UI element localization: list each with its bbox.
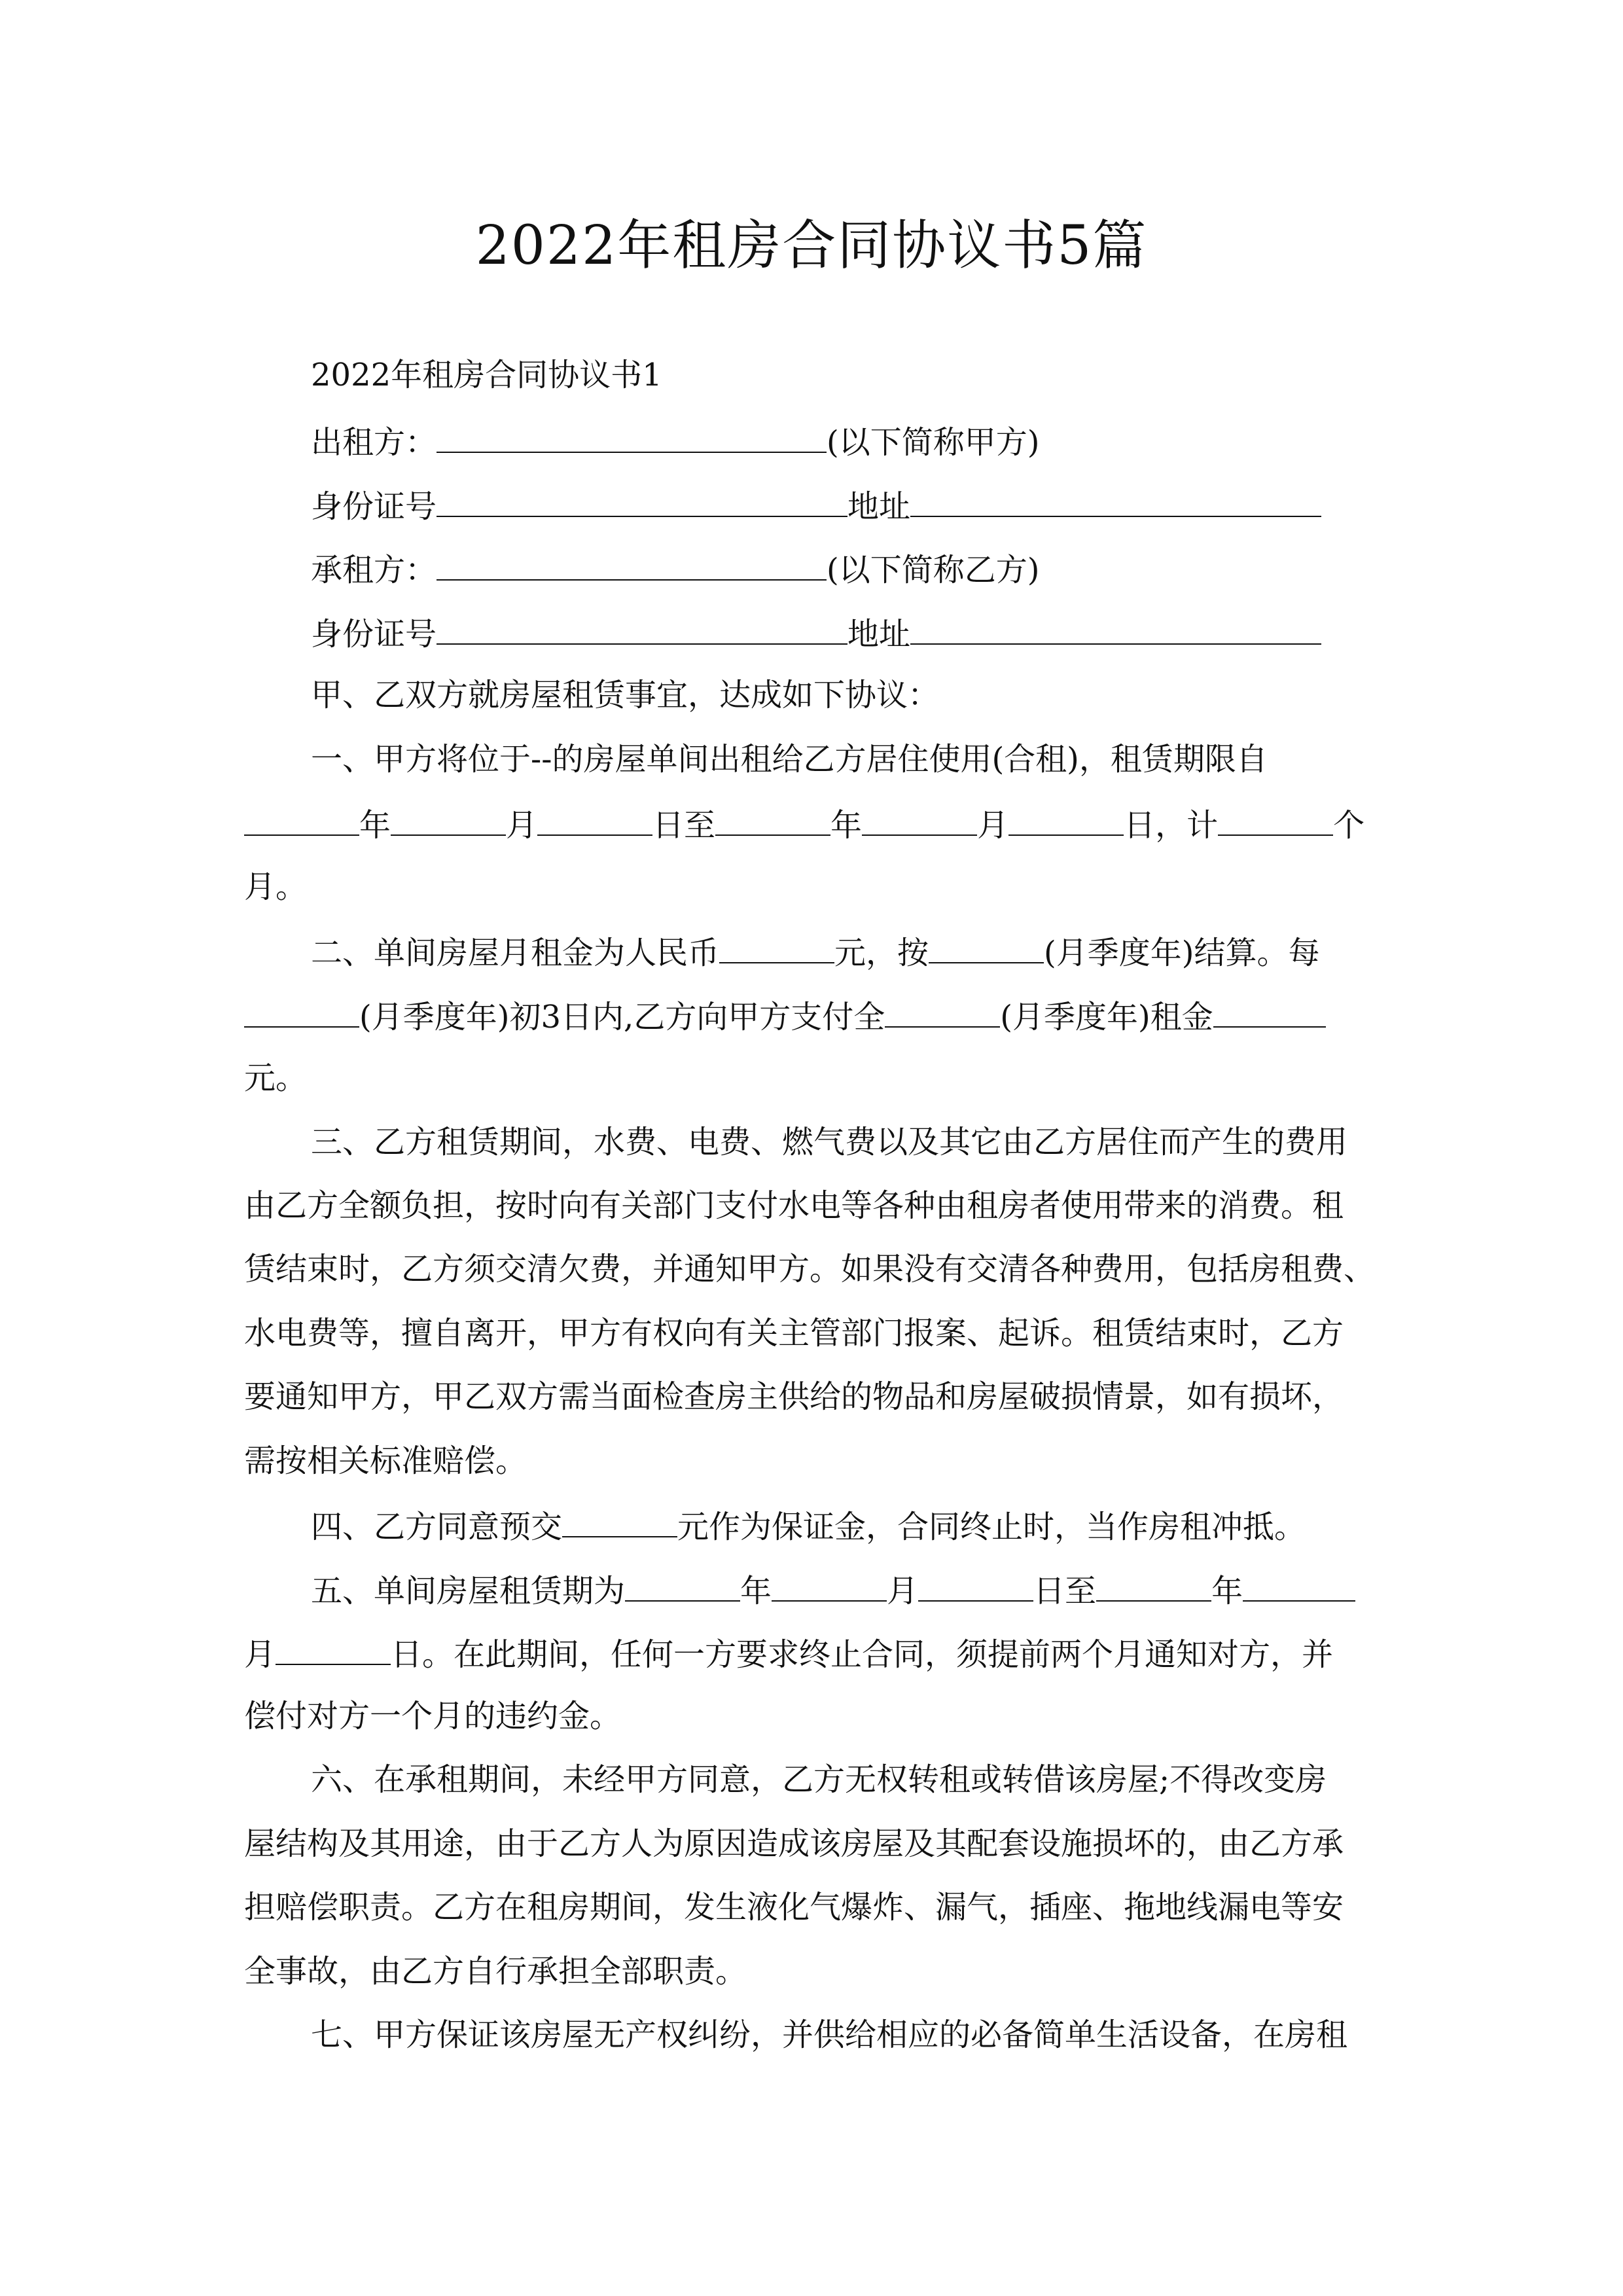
clause-4: 四、乙方同意预交 元作为保证金，合同终止时，当作房租冲抵。 <box>311 1505 1306 1544</box>
page-title: 2022年租房合同协议书5篇 <box>475 215 1148 277</box>
clause-6-line: 全事故，由乙方自行承担全部职责。 <box>244 1953 747 1990</box>
intro-line: 甲、乙双方就房屋租赁事宜，达成如下协议： <box>311 677 940 713</box>
lessor-blank <box>437 420 827 453</box>
clause-6-line: 屋结构及其用途，由于乙方人为原因造成该房屋及其配套设施损坏的，由乙方承 <box>244 1825 1344 1862</box>
clause-5: 五、单间房屋租赁期为 年 月 日至 年 <box>311 1569 1355 1608</box>
address-blank <box>910 612 1321 645</box>
clause-1: 一、甲方将位于--的房屋单间出租给乙方居住使用(合租)，租赁期限自 <box>311 741 1268 778</box>
clause-6: 六、在承租期间，未经甲方同意，乙方无权转租或转借该房屋;不得改变房 <box>311 1761 1327 1798</box>
clause-1-end: 月。 <box>244 869 308 905</box>
clause-5-line-2: 月 日。在此期间，任何一方要求终止合同，须提前两个月通知对方，并 <box>244 1632 1333 1672</box>
lessee-line: 承租方： (以下简称乙方) <box>311 548 1039 587</box>
clause-2: 二、单间房屋月租金为人民币 元，按 (月季度年)结算。每 <box>311 931 1320 970</box>
id-blank <box>437 484 847 517</box>
clause-3-line: 水电费等，擅自离开，甲方有权向有关主管部门报案、起诉。租赁结束时，乙方 <box>244 1315 1344 1352</box>
clause-2-end: 元。 <box>244 1060 308 1096</box>
clause-3-line: 由乙方全额负担，按时向有关部门支付水电等各种由租房者使用带来的消费。租 <box>244 1187 1344 1224</box>
clause-3-line: 需按相关标准赔偿。 <box>244 1443 527 1479</box>
clause-3-line: 要通知甲方，甲乙双方需当面检查房主供给的物品和房屋破损情景，如有损坏， <box>244 1378 1344 1415</box>
clause-3: 三、乙方租赁期间，水费、电费、燃气费以及其它由乙方居住而产生的费用 <box>311 1124 1348 1160</box>
section-heading: 2022年租房合同协议书1 <box>311 357 662 393</box>
lessor-id-line: 身份证号 地址 <box>311 484 1321 524</box>
clause-1-dates: 年 月 日至 年 月 日，计 个 <box>244 803 1364 842</box>
clause-7: 七、甲方保证该房屋无产权纠纷，并供给相应的必备简单生活设备，在房租 <box>311 2017 1348 2053</box>
address-blank <box>910 484 1321 517</box>
lessee-id-line: 身份证号 地址 <box>311 612 1321 651</box>
clause-5-end: 偿付对方一个月的违约金。 <box>244 1698 622 1734</box>
lessor-line: 出租方： (以下简称甲方) <box>311 420 1039 459</box>
clause-6-line: 担赔偿职责。乙方在租房期间，发生液化气爆炸、漏气，插座、拖地线漏电等安 <box>244 1889 1344 1926</box>
clause-3-line: 赁结束时，乙方须交清欠费，并通知甲方。如果没有交清各种费用，包括房租费、 <box>244 1251 1376 1287</box>
clause-2-line-2: (月季度年)初3日内,乙方向甲方支付全 (月季度年)租金 <box>244 995 1326 1034</box>
id-blank <box>437 612 847 645</box>
lessee-blank <box>437 548 827 581</box>
